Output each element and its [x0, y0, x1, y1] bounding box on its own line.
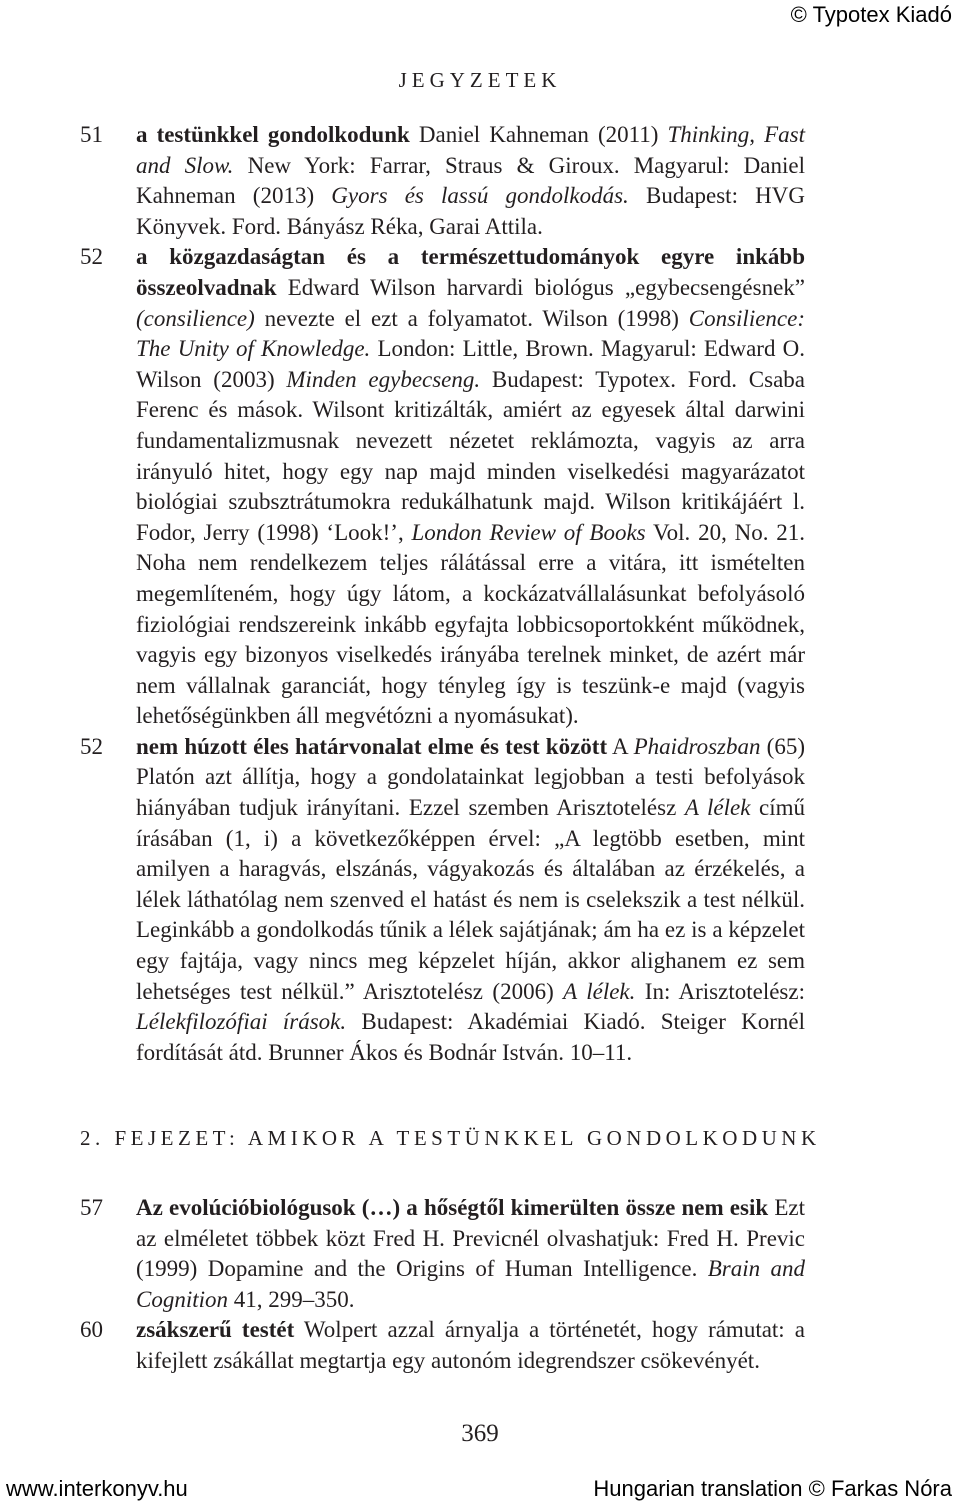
note-italic-text: Phaidroszban	[633, 733, 761, 759]
note-italic-text: Gyors és lassú gondolkodás.	[331, 183, 629, 209]
note-italic-text: Brain and Cognition	[136, 1256, 805, 1312]
note-text	[136, 732, 805, 1069]
note-plain-text: Budapest: Typotex. Ford. Csaba Ferenc és mások. Wilsont kritizálták, amiért az egyesek által darwini fundamentalizmusnak nevezett nézetet reklámozta, vagyis az arra irányuló hitet, hogy egy nap majd minden viselkedési magyarázatot biológiai szubsztrátumokra redukálhatunk majd. Wilson kritikájáért l. Fodor, Jerry (1998) ‘Look!’,	[136, 366, 805, 545]
note-italic-text: A lélek.	[563, 978, 636, 1004]
chapter-heading: 2. FEJEZET: AMIKOR A TESTÜNKKEL GONDOLKODUNK	[80, 1126, 821, 1150]
note-text	[136, 242, 805, 732]
note-lead: zsákszerű testét	[136, 1317, 295, 1343]
note-item	[80, 120, 805, 242]
note-italic-text: Consilience: The Unity of Knowledge.	[136, 305, 805, 362]
note-plain-text: Ezt az elméletet többek közt Fred H. Previcnél olvashatjuk: Fred H. Previc (1999) Dopamine and the Origins of Human Intelligence.	[136, 1195, 805, 1282]
note-plain-text: Daniel Kahneman (2011)	[409, 122, 668, 147]
note-plain-text: Budapest: HVG Könyvek. Ford. Bányász Réka, Garai Attila.	[136, 183, 805, 239]
note-lead: Az evolúcióbiológusok (…) a hőségtől kimerülten össze nem esik	[136, 1195, 769, 1220]
note-text	[136, 1315, 805, 1376]
note-italic-text: Lélekfilozófiai írások.	[136, 1009, 347, 1035]
note-lead: nem húzott éles határvonalat elme és test között	[136, 733, 608, 759]
note-lead: a közgazdaságtan és a természettudományok egyre inkább összeolvadnak	[136, 244, 805, 300]
note-plain-text: Budapest: Akadémiai Kiadó. Steiger Kornél fordítását átd. Brunner Ákos és Bodnár István. 10–11.	[136, 1009, 805, 1065]
note-plain-text: London: Little, Brown. Magyarul: Edward O. Wilson (2003)	[136, 336, 805, 392]
note-plain-text: New York: Farrar, Straus & Giroux. Magyarul: Daniel Kahneman (2013)	[136, 152, 805, 209]
note-item	[80, 242, 805, 732]
note-italic-text: (consilience)	[136, 305, 255, 331]
running-head: JEGYZETEK	[398, 68, 562, 92]
note-plain-text: In: Arisztotelész:	[635, 978, 805, 1004]
note-item	[80, 1193, 805, 1315]
note-plain-text: Edward Wilson harvardi biológus „egybecsengésnek”	[276, 274, 805, 300]
footer-website[interactable]: www.interkonyv.hu	[6, 1476, 188, 1501]
note-italic-text: A lélek	[684, 795, 751, 821]
note-plain-text: 41, 299–350.	[228, 1286, 355, 1312]
note-plain-text: Vol. 20, No. 21. Noha nem rendelkezem teljes rálátással erre a vitára, itt ismételten megemlíteném, hogy úgy látom, a kockázatvállalásunkat befolyásoló fiziológiai rendszereink inkább egyfajta lobbicsoportokként működnek, vagyis egy bizonyos viselkedés irányába terelnek minket, de azért már nem vállalnak garanciát, hogy tényleg így is teszünk-e majd (vagyis lehetőségünkben áll megvétózni a nyomásukat).	[136, 519, 806, 729]
note-item	[80, 1315, 805, 1376]
copyright-notice: © Typotex Kiadó	[790, 2, 952, 27]
note-text	[136, 1193, 805, 1315]
note-plain-text: nevezte el ezt a folyamatot. Wilson (1998)	[254, 305, 689, 331]
note-plain-text: Wolpert azzal árnyalja a történetét, hogy rámutat: a kifejlett zsákállat megtartja egy autonóm idegrendszer csökevényét.	[136, 1317, 805, 1373]
note-italic-text: Thinking, Fast and Slow.	[136, 122, 805, 178]
page-number: 369	[461, 1420, 499, 1447]
note-number: 52	[80, 244, 103, 270]
note-item	[80, 732, 805, 1069]
note-plain-text: A	[607, 733, 634, 759]
note-plain-text: (65) Platón azt állítja, hogy a gondolatainkat legjobban a testi befolyások hiányában tudjuk irányítani. Ezzel szemben Arisztotelész	[136, 733, 806, 821]
note-italic-text: Minden egybecseng.	[286, 366, 481, 392]
note-number: 52	[80, 733, 103, 759]
notes-top	[80, 120, 805, 1068]
note-italic-text: London Review of Books	[411, 519, 646, 545]
note-text	[136, 120, 805, 242]
footer-translation-credit: Hungarian translation © Farkas Nóra	[593, 1476, 952, 1501]
notes-bottom	[80, 1193, 805, 1377]
note-number: 60	[80, 1317, 103, 1343]
note-lead: a testünkkel gondolkodunk	[136, 122, 410, 147]
note-number: 57	[80, 1195, 103, 1220]
note-number: 51	[80, 122, 103, 147]
note-plain-text: című írásában (1, i) a következőképpen érvel: „A legtöbb esetben, mint amilyen a haragvás, elszánás, vágyakozás és általában az érzékelés, a lélek láthatólag nem szenved el hatást és nem is cselekszik a test nélkül. Leginkább a gondolkodás tűnik a lélek sajátjának; ám ha ez is a képzelet egy fajtája, vagy nincs meg képzelet híján, akkor alighanem ez sem lehetséges test nélkül.” Arisztotelész (2006)	[136, 795, 805, 1004]
